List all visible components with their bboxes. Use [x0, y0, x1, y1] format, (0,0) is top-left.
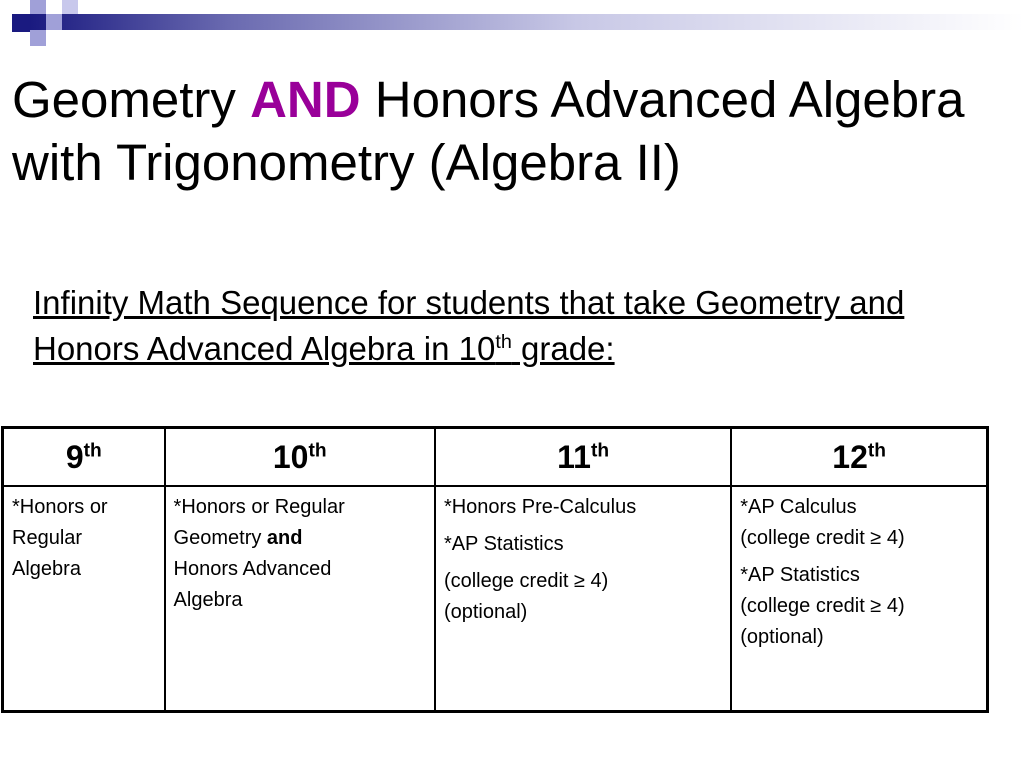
header-grade-12: 12th	[731, 428, 987, 487]
subtitle-text-end: grade:	[511, 330, 615, 367]
course-sequence-table	[1, 426, 989, 713]
title-and-word: AND	[250, 71, 361, 128]
cell-grade-10: *Honors or Regular Geometry and Honors Advanced Algebra	[165, 486, 435, 712]
decorative-square	[30, 0, 46, 14]
decorative-square	[46, 14, 62, 30]
slide-title	[12, 68, 1012, 194]
subtitle-superscript: th	[495, 331, 512, 353]
decorative-square	[30, 30, 46, 46]
title-part-1: Geometry	[12, 71, 251, 128]
subtitle-text: Infinity Math Sequence for students that take Geometry and Honors Advanced Algebra in 10	[33, 284, 905, 367]
table-header-row	[3, 428, 988, 487]
table-row	[3, 486, 988, 712]
cell-grade-11: *Honors Pre-Calculus *AP Statistics (college credit ≥ 4) (optional)	[435, 486, 731, 712]
header-grade-11: 11th	[435, 428, 731, 487]
header-gradient-bar	[30, 14, 1024, 30]
header-grade-10: 10th	[165, 428, 435, 487]
slide-subtitle	[33, 280, 1018, 372]
decorative-square	[62, 0, 78, 14]
decorative-square	[12, 14, 30, 32]
title-part-2: Honors Advanced Algebra with Trigonometry (Algebra II)	[12, 71, 965, 191]
cell-grade-9: *Honors or Regular Algebra	[3, 486, 165, 712]
header-grade-9: 9th	[3, 428, 165, 487]
cell-grade-12: *AP Calculus (college credit ≥ 4) *AP Statistics (college credit ≥ 4) (optional)	[731, 486, 987, 712]
